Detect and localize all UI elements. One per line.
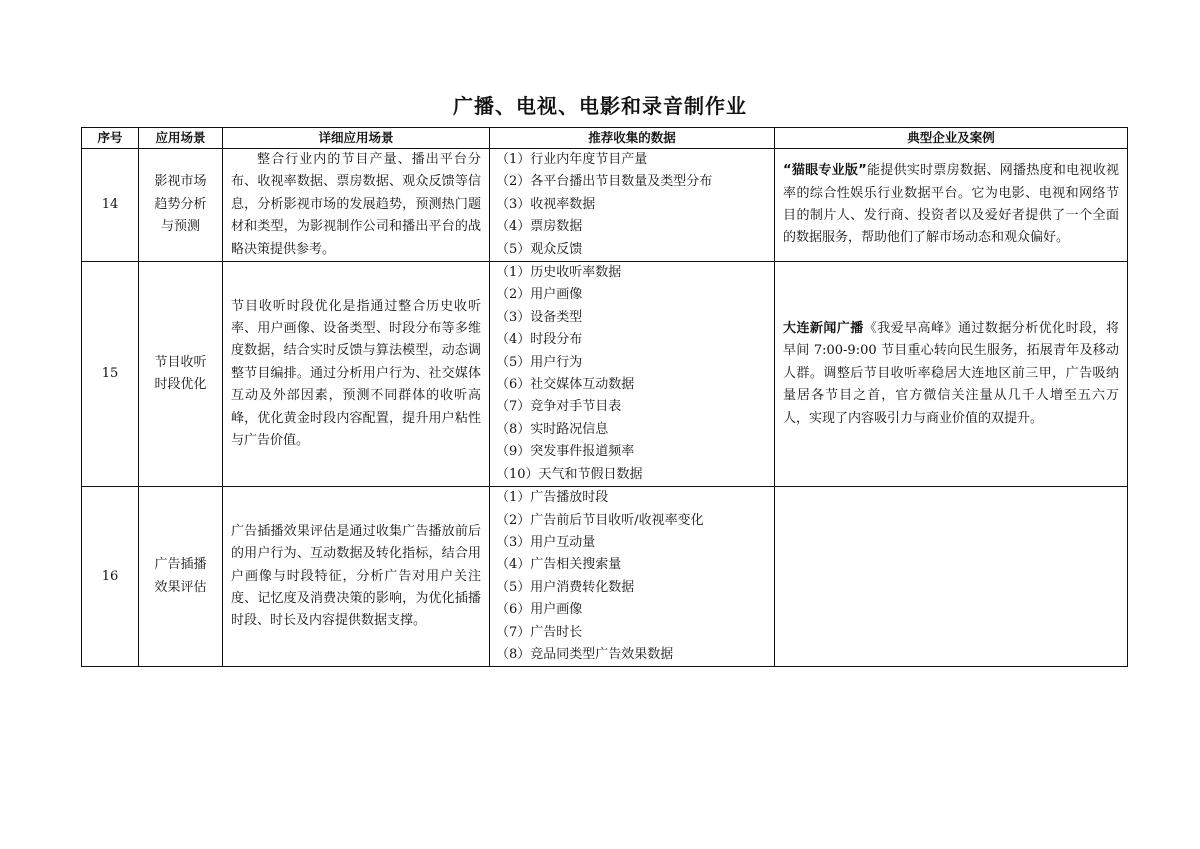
data-item: （5）观众反馈: [496, 241, 583, 257]
page-title: 广播、电视、电影和录音制作业: [453, 94, 747, 118]
data-list-cell: [490, 262, 775, 487]
data-item: （3）收视率数据: [496, 196, 596, 212]
case-text: 能提供实时票房数据、网播热度和电视收视率的综合性娱乐行业数据平台。它为电影、电视和网络节目的制片人、发行商、投资者以及爱好者提供了一个全面的数据服务，帮助他们了解市场动态和观众偏好。: [783, 163, 1119, 246]
case-company: “猫眼专业版”: [783, 163, 867, 179]
case-cell: [775, 149, 1128, 262]
detail-cell: 广告插播效果评估是通过收集广告播放前后的用户行为、互动数据及转化指标，结合用户画像与时段特征，分析广告对用户关注度、记忆度及消费决策的影响，为优化插播时段、时长及内容提供数据支撑。: [223, 487, 490, 667]
data-item: （4）时段分布: [496, 332, 583, 348]
scenario-cell: 广告插播效果评估: [139, 487, 223, 667]
header-detail: 详细应用场景: [223, 128, 490, 149]
data-item: （9）突发事件报道频率: [496, 444, 635, 460]
data-item: （3）设备类型: [496, 309, 583, 325]
row-number: 14: [82, 149, 139, 262]
data-item: （5）用户消费转化数据: [496, 579, 635, 595]
data-item: （2）广告前后节目收听/收视率变化: [496, 512, 704, 528]
data-list-cell: [490, 487, 775, 667]
data-item: （5）用户行为: [496, 354, 583, 370]
data-item: （1）行业内年度节目产量: [496, 152, 648, 167]
scenario-cell: 节目收听时段优化: [139, 262, 223, 487]
data-item: （6）社交媒体互动数据: [496, 377, 635, 393]
detail-cell: 整合行业内的节目产量、播出平台分布、收视率数据、票房数据、观众反馈等信息，分析影视市场的发展趋势，预测热门题材和类型，为影视制作公司和播出平台的战略决策提供参考。: [223, 149, 490, 262]
table-row: [82, 149, 1128, 262]
data-list-cell: [490, 149, 775, 262]
table-row: [82, 262, 1128, 487]
data-item: （4）票房数据: [496, 219, 583, 235]
case-cell: [775, 262, 1128, 487]
data-item: （2）各平台播出节目数量及类型分布: [496, 174, 713, 190]
header-data: 推荐收集的数据: [490, 128, 775, 149]
detail-cell: 节目收听时段优化是指通过整合历史收听率、用户画像、设备类型、时段分布等多维度数据，结合实时反馈与算法模型，动态调整节目编排。通过分析用户行为、社交媒体互动及外部因素，预测不同群体的收听高峰，优化黄金时段内容配置，提升用户粘性与广告价值。: [223, 262, 490, 487]
data-item: （4）广告相关搜索量: [496, 557, 622, 573]
case-company: 大连新闻广播: [783, 321, 864, 337]
row-number: 15: [82, 262, 139, 487]
data-item: （3）用户互动量: [496, 534, 596, 550]
data-item: （2）用户画像: [496, 287, 583, 303]
header-case: 典型企业及案例: [775, 128, 1128, 149]
data-item: （1）广告播放时段: [496, 490, 609, 506]
data-item: （8）竞品同类型广告效果数据: [496, 646, 674, 662]
header-scenario: 应用场景: [139, 128, 223, 149]
scenario-cell: 影视市场趋势分析与预测: [139, 149, 223, 262]
data-item: （10）天气和节假日数据: [496, 466, 643, 482]
data-item: （7）竞争对手节目表: [496, 399, 622, 415]
data-item: （8）实时路况信息: [496, 421, 609, 437]
data-item: （6）用户画像: [496, 602, 583, 618]
industry-table: [81, 127, 1128, 667]
case-text: 《我爱早高峰》通过数据分析优化时段，将早间 7:00-9:00 节目重心转向民生服务，拓展青年及移动人群。调整后节目收听率稳居大连地区前三甲，广告吸纳量居各节目之首，官方微信关注量从几千人增至五六万人，实现了内容吸引力与商业价值的双提升。: [783, 321, 1119, 426]
table-header-row: [82, 128, 1128, 149]
data-item: （1）历史收听率数据: [496, 265, 622, 281]
table-row: [82, 487, 1128, 667]
case-cell: [775, 487, 1128, 667]
header-no: 序号: [82, 128, 139, 149]
data-item: （7）广告时长: [496, 624, 583, 640]
row-number: 16: [82, 487, 139, 667]
